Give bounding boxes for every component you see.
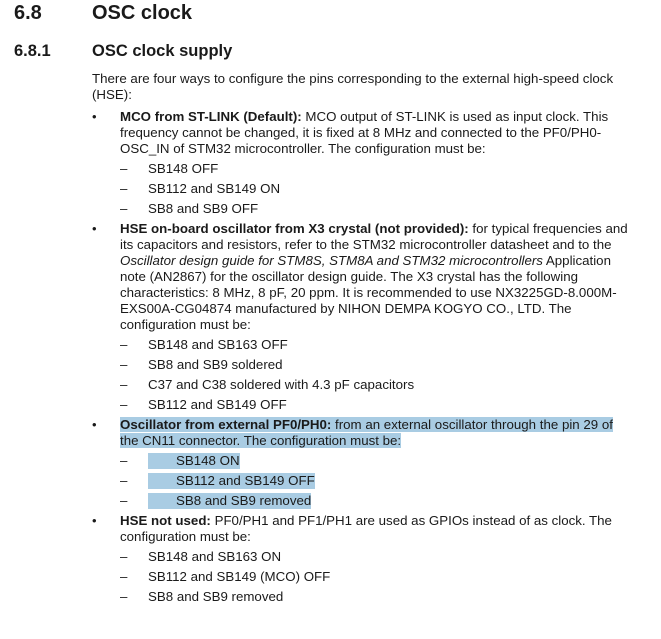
item-paragraph [120, 221, 632, 333]
config-item: – SB112 and SB149 ON [120, 181, 281, 196]
item-text: for typical frequencies and its capacitors and resistors, refer to the STM32 microcontroller datasheet and to the [120, 221, 628, 252]
dash-icon: – [120, 473, 128, 488]
subsection-number: 6.8.1 [14, 42, 51, 60]
config-item: – SB148 ON [120, 453, 240, 468]
list-item-mco [92, 109, 632, 217]
dash-icon: – [120, 453, 128, 468]
item-paragraph [120, 109, 632, 157]
config-item: – SB148 OFF [120, 161, 219, 176]
app-note-title: Oscillator design guide for STM8S, STM8A and STM32 microcontrollers [120, 253, 543, 268]
config-list [120, 549, 632, 605]
dash-icon: – [120, 377, 128, 392]
dash-icon: – [120, 181, 128, 196]
intro-paragraph: There are four ways to configure the pins corresponding to the external high-speed clock (HSE): [92, 71, 614, 102]
config-item: – SB8 and SB9 removed [120, 589, 284, 604]
subsection-title: OSC clock supply [92, 42, 233, 60]
bullet-icon: • [92, 109, 97, 124]
dash-icon: – [120, 493, 128, 508]
item-text: PF0/PH1 and PF1/PH1 are used as GPIOs instead of as clock. The configuration must be: [120, 513, 612, 544]
document-body [92, 71, 632, 609]
config-item: – SB112 and SB149 (MCO) OFF [120, 569, 331, 584]
config-list [120, 337, 632, 413]
config-item: – C37 and C38 soldered with 4.3 pF capacitors [120, 377, 415, 392]
item-text: from an external oscillator through the pin 29 of the CN11 connector. The configuration must be: [120, 417, 613, 448]
item-title: Oscillator from external PF0/PH0: [120, 417, 332, 432]
item-title: HSE on-board oscillator from X3 crystal (not provided): [120, 221, 469, 236]
dash-icon: – [120, 337, 128, 352]
config-item: – SB8 and SB9 OFF [120, 201, 259, 216]
bullet-icon: • [92, 221, 97, 236]
config-item: – SB148 and SB163 ON [120, 549, 282, 564]
section-title: OSC clock [92, 2, 193, 24]
item-title: MCO from ST-LINK (Default): [120, 109, 302, 124]
bullet-icon: • [92, 513, 97, 528]
bullet-icon: • [92, 417, 97, 432]
item-text: MCO output of ST-LINK is used as input clock. This frequency cannot be changed, it is fixed at 8 MHz and connected to the PF0/PH0-OSC_IN of STM32 microcontroller. The configuration must be: [120, 109, 609, 156]
dash-icon: – [120, 397, 128, 412]
config-list [120, 161, 632, 217]
dash-icon: – [120, 357, 128, 372]
item-text: Application note (AN2867) for the oscillator design guide. The X3 crystal has the following characteristics: 8 MHz, 8 pF, 20 ppm. It is recommended to use NX3225GD-8.000M-EXS00A-CG04874 manufactured by NIHON DEMPA KOGYO CO., LTD. The configuration must be: [120, 253, 617, 332]
list-item-external-oscillator [92, 417, 632, 509]
config-item: – SB112 and SB149 OFF [120, 397, 287, 412]
dash-icon: – [120, 549, 128, 564]
dash-icon: – [120, 589, 128, 604]
list-item-hse-not-used [92, 513, 632, 605]
dash-icon: – [120, 569, 128, 584]
config-item: – SB8 and SB9 soldered [120, 357, 283, 372]
list-item-hse-crystal [92, 221, 632, 413]
config-item: – SB8 and SB9 removed [120, 493, 312, 508]
config-list [120, 453, 632, 509]
item-title: HSE not used: [120, 513, 211, 528]
dash-icon: – [120, 161, 128, 176]
config-item: – SB112 and SB149 OFF [120, 473, 315, 488]
section-number: 6.8 [14, 2, 42, 24]
item-paragraph [120, 417, 632, 449]
dash-icon: – [120, 201, 128, 216]
config-item: – SB148 and SB163 OFF [120, 337, 288, 352]
item-paragraph [120, 513, 632, 545]
